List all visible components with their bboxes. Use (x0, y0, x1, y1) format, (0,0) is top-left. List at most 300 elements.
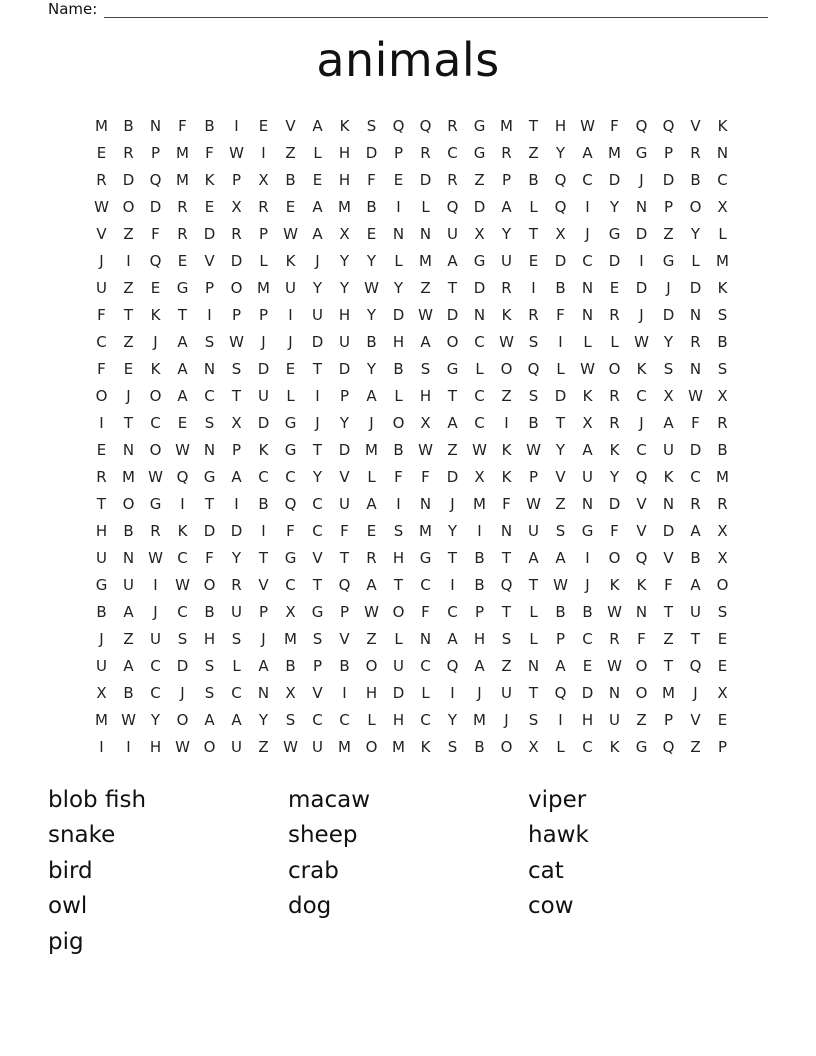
grid-cell: T (96, 494, 107, 513)
grid-cell: R (123, 143, 134, 162)
grid-cell: Z (123, 629, 134, 648)
grid-cell: G (473, 143, 486, 162)
grid-cell: H (149, 737, 162, 756)
grid-cell: A (258, 656, 269, 675)
word-item: macaw (288, 786, 371, 813)
grid-cell: D (392, 683, 405, 702)
grid-cell: A (123, 656, 134, 675)
grid-cell: K (609, 440, 620, 459)
grid-cell: H (392, 332, 405, 351)
grid-cell: T (204, 494, 215, 513)
grid-cell: O (446, 332, 459, 351)
grid-cell: B (717, 440, 728, 459)
grid-cell: A (555, 656, 566, 675)
grid-cell: U (582, 467, 593, 486)
grid-cell: Z (420, 278, 431, 297)
grid-cell: O (203, 737, 216, 756)
grid-cell: D (608, 251, 621, 270)
grid-cell: D (257, 359, 270, 378)
grid-cell: R (528, 305, 539, 324)
grid-row (88, 248, 736, 275)
grid-cell: Q (338, 575, 351, 594)
grid-cell: C (312, 521, 323, 540)
grid-cell: A (231, 710, 242, 729)
grid-cell: L (691, 251, 700, 270)
grid-cell: R (717, 494, 728, 513)
grid-cell: M (419, 251, 432, 270)
grid-cell: S (393, 521, 404, 540)
grid-cell: D (257, 413, 270, 432)
grid-cell: C (150, 413, 161, 432)
grid-cell: Y (258, 710, 269, 729)
grid-cell: T (528, 575, 539, 594)
grid-cell: G (419, 548, 432, 567)
grid-cell: T (501, 602, 512, 621)
grid-cell: V (555, 467, 566, 486)
grid-cell: D (689, 440, 702, 459)
grid-cell: C (636, 440, 647, 459)
grid-cell: T (663, 602, 674, 621)
grid-cell: G (662, 251, 675, 270)
grid-cell: G (473, 251, 486, 270)
grid-cell: C (420, 656, 431, 675)
grid-cell: E (285, 359, 296, 378)
grid-cell: Y (366, 359, 377, 378)
grid-cell: R (609, 629, 620, 648)
grid-cell: B (528, 170, 539, 189)
grid-cell: X (420, 413, 431, 432)
grid-cell: B (690, 170, 701, 189)
grid-cell: P (474, 602, 485, 621)
grid-cell: A (501, 197, 512, 216)
grid-cell: U (501, 251, 512, 270)
grid-cell: R (690, 332, 701, 351)
grid-cell: T (312, 575, 323, 594)
grid-cell: J (261, 629, 266, 648)
grid-cell: Z (690, 737, 701, 756)
grid-cell: E (96, 440, 107, 459)
grid-cell: I (396, 494, 401, 513)
grid-row (88, 356, 736, 383)
grid-cell: Q (527, 359, 540, 378)
grid-cell: M (662, 683, 675, 702)
grid-cell: A (123, 602, 134, 621)
grid-cell: B (474, 548, 485, 567)
grid-cell: Y (609, 197, 620, 216)
grid-cell: O (635, 683, 648, 702)
grid-cell: W (148, 467, 163, 486)
grid-cell: L (394, 386, 403, 405)
grid-row (88, 383, 736, 410)
grid-cell: X (717, 197, 728, 216)
grid-cell: T (555, 413, 566, 432)
grid-cell: I (639, 251, 644, 270)
grid-cell: C (717, 170, 728, 189)
grid-cell: G (473, 116, 486, 135)
grid-cell: F (664, 575, 673, 594)
grid-cell: U (690, 602, 701, 621)
grid-cell: O (716, 575, 729, 594)
grid-cell: T (123, 305, 134, 324)
grid-cell: J (315, 251, 320, 270)
grid-cell: J (153, 332, 158, 351)
grid-row (88, 140, 736, 167)
grid-cell: Q (662, 116, 675, 135)
grid-cell: S (555, 521, 566, 540)
grid-cell: C (177, 548, 188, 567)
grid-cell: J (585, 575, 590, 594)
grid-cell: D (635, 224, 648, 243)
grid-cell: D (446, 467, 459, 486)
grid-cell: T (339, 548, 350, 567)
grid-cell: D (554, 386, 567, 405)
grid-cell: G (581, 521, 594, 540)
grid-cell: T (231, 386, 242, 405)
grid-cell: U (231, 602, 242, 621)
grid-cell: Q (554, 683, 567, 702)
grid-cell: J (369, 413, 374, 432)
grid-cell: C (474, 413, 485, 432)
grid-cell: D (230, 251, 243, 270)
grid-cell: A (177, 359, 188, 378)
grid-cell: R (150, 521, 161, 540)
grid-cell: P (312, 656, 323, 675)
grid-cell: U (339, 332, 350, 351)
grid-cell: K (609, 575, 620, 594)
grid-cell: B (393, 359, 404, 378)
grid-cell: J (126, 386, 131, 405)
grid-cell: D (473, 278, 486, 297)
grid-cell: S (285, 710, 296, 729)
grid-cell: Y (501, 224, 512, 243)
grid-cell: T (528, 683, 539, 702)
grid-cell: R (690, 143, 701, 162)
grid-cell: N (500, 521, 513, 540)
grid-cell: X (528, 737, 539, 756)
grid-cell: L (394, 629, 403, 648)
grid-cell: K (150, 359, 161, 378)
grid-cell: B (339, 656, 350, 675)
grid-cell: R (447, 170, 458, 189)
grid-cell: B (366, 197, 377, 216)
grid-cell: X (582, 413, 593, 432)
grid-cell: O (176, 710, 189, 729)
grid-cell: S (204, 413, 215, 432)
grid-cell: Z (663, 629, 674, 648)
grid-cell: X (339, 224, 350, 243)
grid-cell: N (149, 116, 162, 135)
grid-cell: H (392, 710, 405, 729)
grid-cell: M (716, 251, 729, 270)
grid-cell: Y (366, 251, 377, 270)
grid-cell: F (97, 305, 106, 324)
grid-cell: E (150, 278, 161, 297)
grid-cell: P (204, 278, 215, 297)
grid-cell: Q (635, 548, 648, 567)
grid-cell: Z (555, 494, 566, 513)
grid-cell: F (205, 548, 214, 567)
grid-cell: Y (312, 467, 323, 486)
word-item: crab (288, 857, 339, 884)
grid-cell: W (229, 143, 244, 162)
grid-cell: L (583, 332, 592, 351)
grid-cell: U (123, 575, 134, 594)
grid-cell: P (663, 143, 674, 162)
grid-cell: B (123, 683, 134, 702)
grid-cell: S (528, 386, 539, 405)
grid-cell: M (392, 737, 405, 756)
grid-cell: W (175, 575, 190, 594)
grid-cell: R (177, 197, 188, 216)
grid-cell: N (122, 548, 135, 567)
grid-cell: J (639, 170, 644, 189)
grid-cell: U (339, 494, 350, 513)
grid-cell: U (150, 629, 161, 648)
grid-cell: O (608, 548, 621, 567)
grid-row (88, 302, 736, 329)
grid-cell: C (312, 710, 323, 729)
grid-cell: Y (609, 467, 620, 486)
grid-row (88, 491, 736, 518)
grid-cell: Z (501, 656, 512, 675)
grid-cell: O (149, 386, 162, 405)
grid-cell: M (716, 467, 729, 486)
grid-cell: A (204, 710, 215, 729)
grid-cell: D (581, 683, 594, 702)
grid-cell: R (420, 143, 431, 162)
grid-cell: T (690, 629, 701, 648)
grid-cell: A (420, 332, 431, 351)
grid-cell: B (474, 737, 485, 756)
grid-cell: K (717, 116, 728, 135)
grid-cell: Y (555, 143, 566, 162)
grid-cell: Y (663, 332, 674, 351)
grid-cell: U (312, 305, 323, 324)
grid-cell: O (608, 359, 621, 378)
grid-cell: J (504, 710, 509, 729)
grid-cell: S (447, 737, 458, 756)
grid-cell: U (96, 656, 107, 675)
grid-cell: C (285, 575, 296, 594)
grid-cell: O (365, 737, 378, 756)
grid-cell: O (689, 197, 702, 216)
grid-cell: D (311, 332, 324, 351)
grid-cell: Y (555, 440, 566, 459)
grid-cell: H (419, 386, 432, 405)
grid-cell: K (258, 440, 269, 459)
grid-cell: T (663, 656, 674, 675)
grid-cell: I (450, 575, 455, 594)
grid-cell: I (531, 278, 536, 297)
grid-cell: E (177, 413, 188, 432)
grid-cell: K (501, 467, 512, 486)
grid-cell: A (447, 629, 458, 648)
grid-cell: P (501, 170, 512, 189)
grid-cell: X (474, 224, 485, 243)
grid-cell: J (693, 683, 698, 702)
grid-cell: E (204, 197, 215, 216)
grid-cell: N (122, 440, 135, 459)
word-list-column (528, 783, 768, 961)
grid-cell: K (636, 359, 647, 378)
grid-cell: H (338, 170, 351, 189)
grid-cell: W (688, 386, 703, 405)
grid-cell: Z (123, 332, 134, 351)
grid-cell: I (99, 413, 104, 432)
grid-cell: X (285, 683, 296, 702)
grid-cell: O (122, 197, 135, 216)
grid-cell: D (608, 170, 621, 189)
grid-cell: U (609, 710, 620, 729)
grid-cell: P (258, 305, 269, 324)
grid-cell: F (151, 224, 160, 243)
grid-cell: O (392, 413, 405, 432)
grid-cell: I (342, 683, 347, 702)
grid-cell: S (366, 116, 377, 135)
grid-row (88, 572, 736, 599)
grid-cell: H (365, 683, 378, 702)
grid-cell: Y (366, 305, 377, 324)
grid-cell: B (123, 116, 134, 135)
grid-cell: G (311, 602, 324, 621)
grid-cell: C (150, 683, 161, 702)
grid-cell: I (288, 305, 293, 324)
grid-cell: I (315, 386, 320, 405)
grid-cell: J (639, 413, 644, 432)
grid-row (88, 707, 736, 734)
word-item: hawk (528, 822, 589, 849)
grid-cell: G (284, 413, 297, 432)
grid-cell: M (176, 170, 189, 189)
grid-cell: E (393, 170, 404, 189)
grid-cell: S (717, 602, 728, 621)
grid-cell: T (393, 575, 404, 594)
grid-cell: E (528, 251, 539, 270)
grid-cell: C (285, 467, 296, 486)
grid-cell: I (396, 197, 401, 216)
grid-cell: M (95, 710, 108, 729)
grid-cell: U (501, 683, 512, 702)
grid-cell: J (153, 602, 158, 621)
grid-cell: R (609, 305, 620, 324)
grid-cell: H (338, 305, 351, 324)
grid-cell: C (582, 737, 593, 756)
grid-cell: F (394, 467, 403, 486)
grid-cell: P (231, 170, 242, 189)
grid-cell: K (501, 305, 512, 324)
grid-cell: S (177, 629, 188, 648)
grid-cell: B (204, 116, 215, 135)
grid-cell: T (447, 386, 458, 405)
word-search-grid (88, 113, 736, 761)
grid-cell: I (477, 521, 482, 540)
grid-cell: Z (123, 224, 134, 243)
grid-cell: F (691, 413, 700, 432)
grid-cell: D (149, 197, 162, 216)
grid-cell: E (717, 629, 728, 648)
grid-cell: C (96, 332, 107, 351)
grid-cell: N (392, 224, 405, 243)
grid-cell: R (96, 467, 107, 486)
grid-cell: F (502, 494, 511, 513)
grid-cell: W (229, 332, 244, 351)
grid-row (88, 518, 736, 545)
grid-cell: U (231, 737, 242, 756)
grid-cell: V (339, 467, 350, 486)
grid-cell: O (365, 656, 378, 675)
grid-cell: U (393, 656, 404, 675)
grid-cell: Q (689, 656, 702, 675)
grid-cell: A (366, 494, 377, 513)
grid-cell: R (177, 224, 188, 243)
grid-cell: N (635, 197, 648, 216)
grid-cell: H (338, 143, 351, 162)
grid-cell: Y (447, 710, 458, 729)
grid-cell: A (447, 251, 458, 270)
grid-cell: Z (528, 143, 539, 162)
grid-cell: W (283, 224, 298, 243)
grid-cell: E (123, 359, 134, 378)
grid-cell: C (582, 629, 593, 648)
grid-cell: U (312, 737, 323, 756)
grid-cell: V (663, 548, 674, 567)
grid-cell: E (96, 143, 107, 162)
grid-cell: O (203, 575, 216, 594)
grid-row (88, 653, 736, 680)
grid-cell: S (231, 629, 242, 648)
grid-cell: D (608, 494, 621, 513)
grid-cell: Q (419, 116, 432, 135)
grid-cell: C (447, 143, 458, 162)
grid-cell: A (312, 116, 323, 135)
grid-cell: D (338, 440, 351, 459)
grid-cell: A (177, 386, 188, 405)
grid-cell: H (473, 629, 486, 648)
grid-cell: F (637, 629, 646, 648)
grid-cell: Q (635, 116, 648, 135)
grid-cell: U (96, 548, 107, 567)
grid-cell: P (339, 602, 350, 621)
grid-cell: J (315, 413, 320, 432)
grid-cell: X (96, 683, 107, 702)
grid-cell: P (528, 467, 539, 486)
grid-row (88, 437, 736, 464)
grid-cell: S (420, 359, 431, 378)
grid-cell: G (176, 278, 189, 297)
grid-cell: P (150, 143, 161, 162)
grid-cell: T (528, 116, 539, 135)
word-item: sheep (288, 822, 358, 849)
grid-cell: C (339, 710, 350, 729)
grid-cell: Q (635, 467, 648, 486)
grid-row (88, 464, 736, 491)
grid-cell: M (419, 521, 432, 540)
grid-cell: E (582, 656, 593, 675)
grid-cell: K (636, 575, 647, 594)
grid-cell: J (666, 278, 671, 297)
grid-cell: M (608, 143, 621, 162)
grid-cell: C (582, 170, 593, 189)
grid-cell: D (419, 170, 432, 189)
word-item: snake (48, 822, 116, 849)
grid-cell: G (95, 575, 108, 594)
grid-cell: B (555, 602, 566, 621)
grid-row (88, 626, 736, 653)
grid-cell: G (608, 224, 621, 243)
grid-cell: C (636, 386, 647, 405)
grid-cell: Q (149, 251, 162, 270)
grid-cell: U (258, 386, 269, 405)
